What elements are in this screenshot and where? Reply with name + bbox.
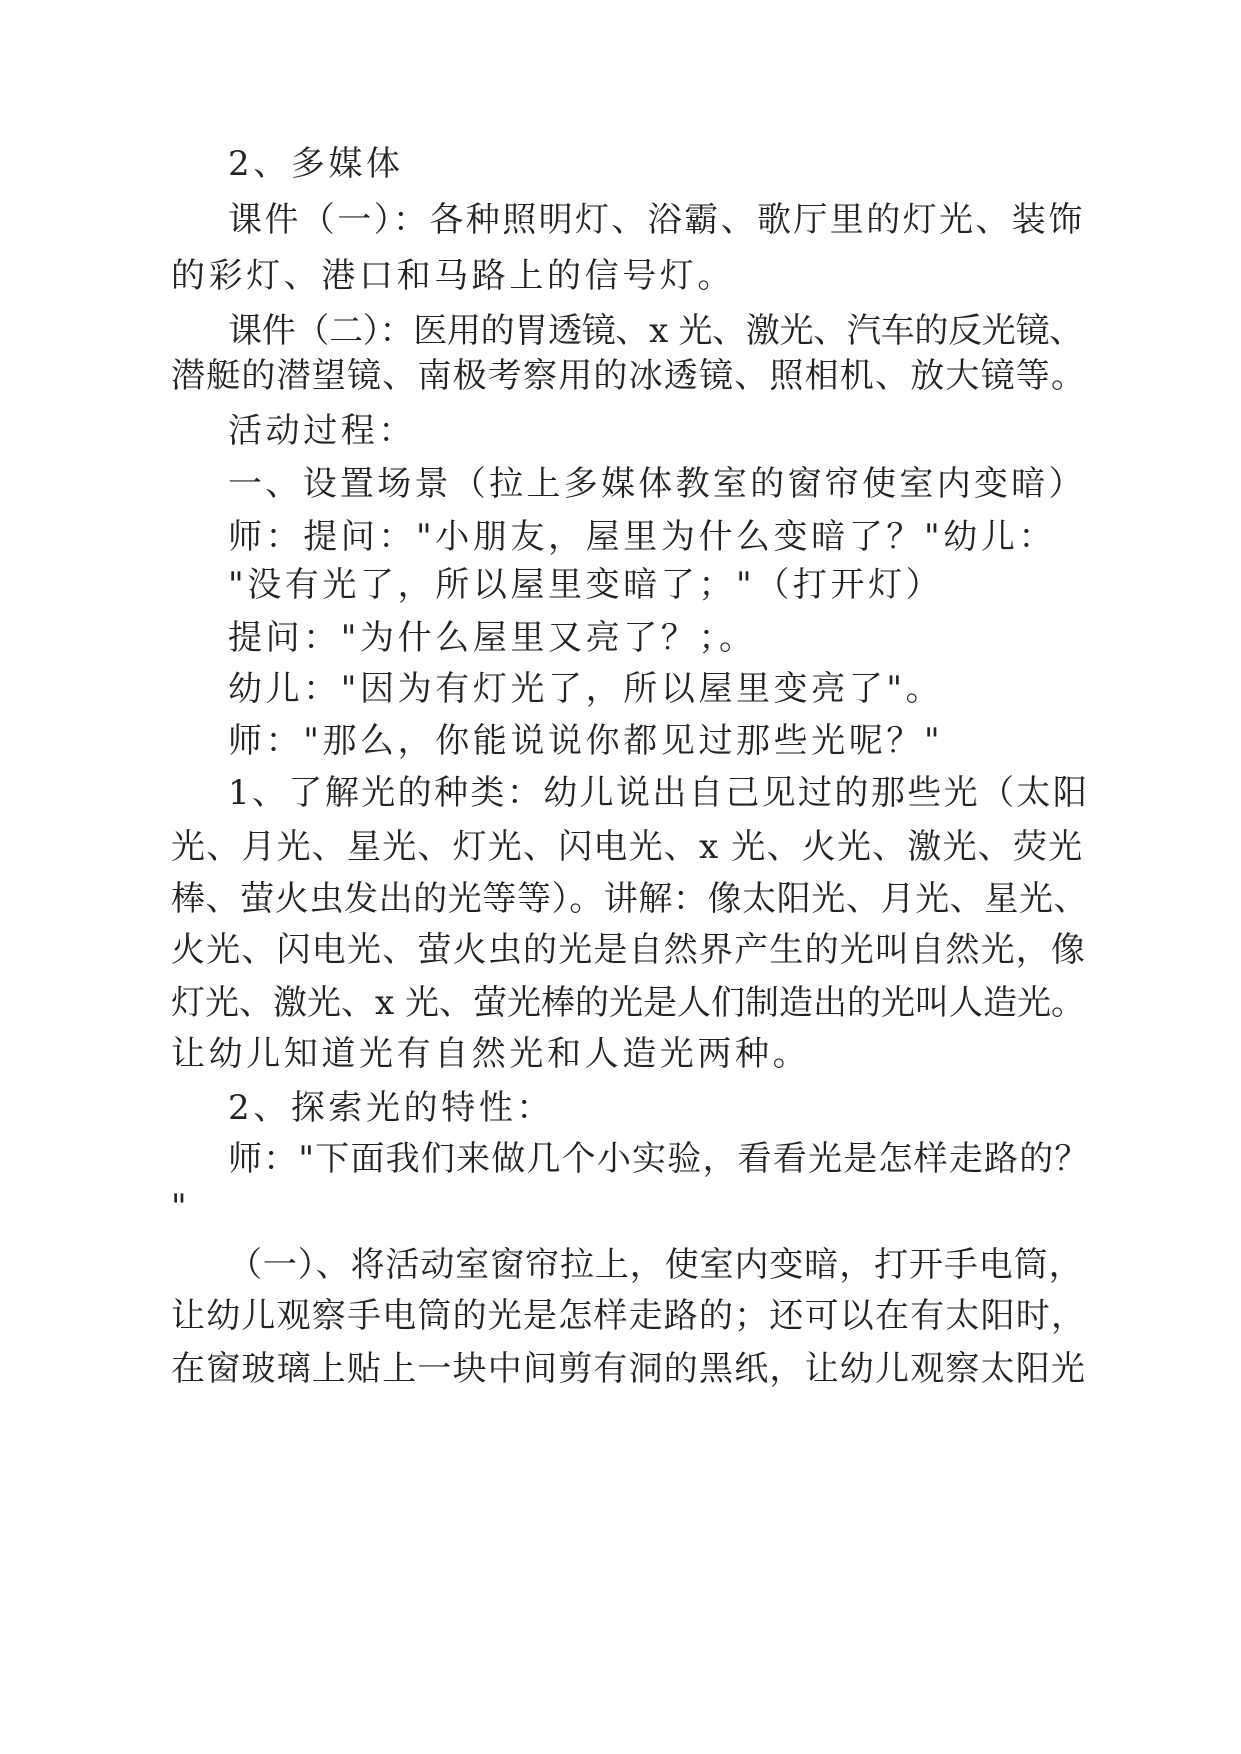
text-line: " <box>171 1187 191 1227</box>
text-line: 在窗玻璃上贴上一块中间剪有洞的黑纸，让幼儿观察太阳光 <box>171 1349 1087 1389</box>
text-line: 的彩灯、港口和马路上的信号灯。 <box>171 256 735 296</box>
text-line: 灯光、激光、x 光、萤光棒的光是人们制造出的光叫人造光。 <box>171 983 1085 1023</box>
text-line: 课件（二）：医用的胃透镜、x 光、激光、汽车的反光镜、 <box>228 311 1083 351</box>
text-line: 活动过程： <box>228 411 416 451</box>
text-line: 光、月光、星光、灯光、闪电光、x 光、火光、激光、荧光 <box>171 827 1084 867</box>
text-line: 提问："为什么屋里又亮了？；。 <box>228 618 757 658</box>
text-line: 潜艇的潜望镜、南极考察用的冰透镜、照相机、放大镜等。 <box>171 356 1087 396</box>
text-line: 让幼儿知道光有自然光和人造光两种。 <box>171 1034 811 1074</box>
text-line: 课件（一）：各种照明灯、浴霸、歌厅里的灯光、装饰 <box>228 200 1085 240</box>
text-line: 让幼儿观察手电筒的光是怎样走路的；还可以在有太阳时， <box>171 1296 1087 1336</box>
text-line: 1、了解光的种类：幼儿说出自己见过的那些光（太阳 <box>228 773 1090 813</box>
text-line: 师："那么，你能说说你都见过那些光呢？" <box>228 721 944 761</box>
text-line: 幼儿："因为有灯光了，所以屋里变亮了"。 <box>228 669 944 709</box>
text-line: （一）、将活动室窗帘拉上，使室内变暗，打开手电筒， <box>228 1245 1084 1285</box>
text-line: "没有光了，所以屋里变暗了；"（打开灯） <box>228 565 944 605</box>
text-line: 2、多媒体 <box>228 144 404 184</box>
text-line: 火光、闪电光、萤火虫的光是自然界产生的光叫自然光，像 <box>171 930 1087 970</box>
text-line: 一、设置场景（拉上多媒体教室的窗帘使室内变暗） <box>228 464 1086 504</box>
text-line: 师："下面我们来做几个小实验，看看光是怎样走路的？ <box>228 1139 1090 1179</box>
text-line: 2、探索光的特性： <box>228 1088 555 1128</box>
text-line: 师：提问："小朋友，屋里为什么变暗了？"幼儿： <box>228 517 1057 557</box>
text-line: 棒、萤火虫发出的光等等）。讲解：像太阳光、月光、星光、 <box>171 879 1089 919</box>
